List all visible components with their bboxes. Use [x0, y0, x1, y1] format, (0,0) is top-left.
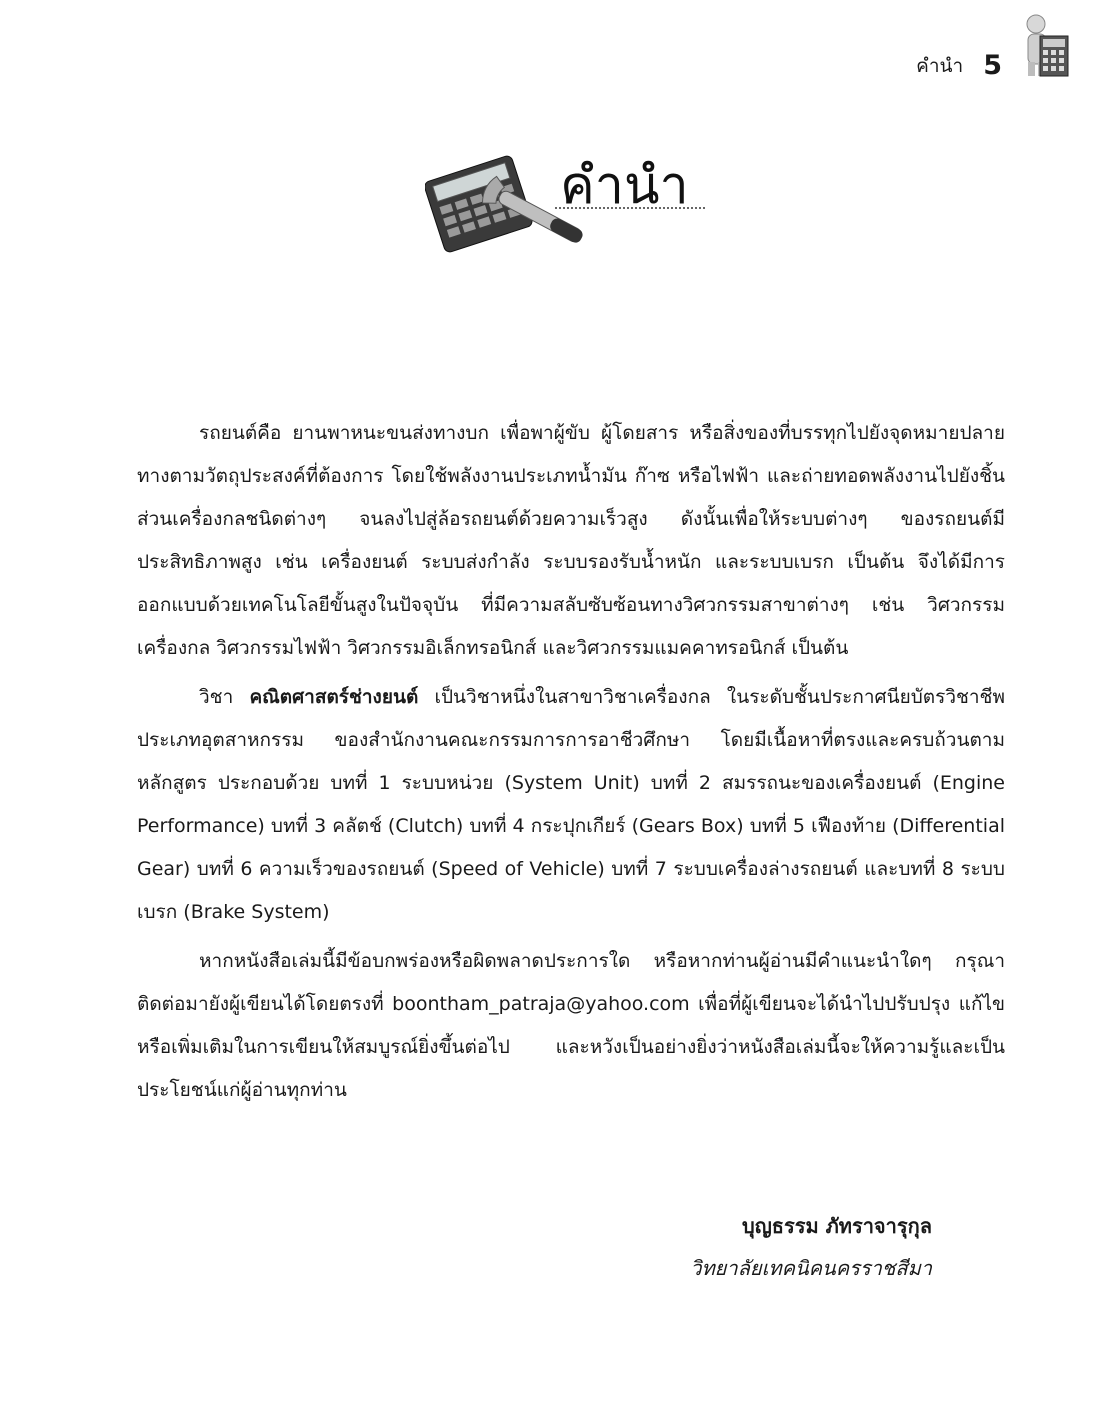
- preface-body: [137, 412, 1005, 1118]
- author-organization: วิทยาลัยเทคนิคนครราชสีมา: [690, 1256, 932, 1280]
- title-block: [425, 135, 725, 255]
- author-name: บุญธรรม ภัทราจารุกุล: [742, 1214, 932, 1238]
- signature-block: [690, 1205, 932, 1289]
- running-head-title: คำนำ: [916, 54, 964, 77]
- person-calculator-icon: [1020, 12, 1072, 80]
- subject-name: คณิตศาสตร์ช่างยนต์: [249, 686, 419, 708]
- paragraph-2-prefix: วิชา: [199, 686, 234, 708]
- title-dotted-rule: [555, 207, 705, 209]
- running-head: [916, 50, 1002, 81]
- paragraph-2-body: เป็นวิชาหนึ่งในสาขาวิชาเครื่องกล ในระดับชั้นประกาศนียบัตรวิชาชีพ ประเภทอุตสาหกรรม ของสำนักงานคณะกรรมการการอาชีวศึกษา โดยมีเนื้อหาที่ตรงและครบถ้วนตามหลักสูตร ประกอบด้วย บทที่ 1 ระบบหน่วย (System Unit) บทที่ 2 สมรรถนะของเครื่องยนต์ (Engine Performance) บทที่ 3 คลัตช์ (Clutch) บทที่ 4 กระปุกเกียร์ (Gears Box) บทที่ 5 เฟืองท้าย (Differential Gear) บทที่ 6 ความเร็วของรถยนต์ (Speed of Vehicle) บทที่ 7 ระบบเครื่องล่างรถยนต์ และบทที่ 8 ระบบเบรก (Brake System): [137, 686, 1005, 923]
- paragraph-3: หากหนังสือเล่มนี้มีข้อบกพร่องหรือผิดพลาดประการใด หรือหากท่านผู้อ่านมีคำแนะนำใดๆ กรุณาติดต่อมายังผู้เขียนได้โดยตรงที่ boontham_patraja@yahoo.com เพื่อที่ผู้เขียนจะได้นำไปปรับปรุง แก้ไข หรือเพิ่มเติมในการเขียนให้สมบูรณ์ยิ่งขึ้นต่อไป และหวังเป็นอย่างยิ่งว่าหนังสือเล่มนี้จะให้ความรู้และเป็นประโยชน์แก่ผู้อ่านทุกท่าน: [137, 950, 1005, 1101]
- paragraph-1: รถยนต์คือ ยานพาหนะขนส่งทางบก เพื่อพาผู้ขับ ผู้โดยสาร หรือสิ่งของที่บรรทุกไปยังจุดหมายปลายทางตามวัตถุประสงค์ที่ต้องการ โดยใช้พลังงานประเภทน้ำมัน ก๊าซ หรือไฟฟ้า และถ่ายทอดพลังงานไปยังชิ้นส่วนเครื่องกลชนิดต่างๆ จนลงไปสู่ล้อรถยนต์ด้วยความเร็วสูง ดังนั้นเพื่อให้ระบบต่างๆ ของรถยนต์มีประสิทธิภาพสูง เช่น เครื่องยนต์ ระบบส่งกำลัง ระบบรองรับน้ำหนัก และระบบเบรก เป็นต้น จึงได้มีการออกแบบด้วยเทคโนโลยีขั้นสูงในปัจจุบัน ที่มีความสลับซับซ้อนทางวิศวกรรมสาขาต่างๆ เช่น วิศวกรรมเครื่องกล วิศวกรรมไฟฟ้า วิศวกรรมอิเล็กทรอนิกส์ และวิศวกรรมแมคคาทรอนิกส์ เป็นต้น: [137, 422, 1005, 659]
- paragraph-2: [137, 676, 1005, 934]
- page-number: 5: [983, 50, 1002, 81]
- page-title: คำนำ: [560, 156, 689, 216]
